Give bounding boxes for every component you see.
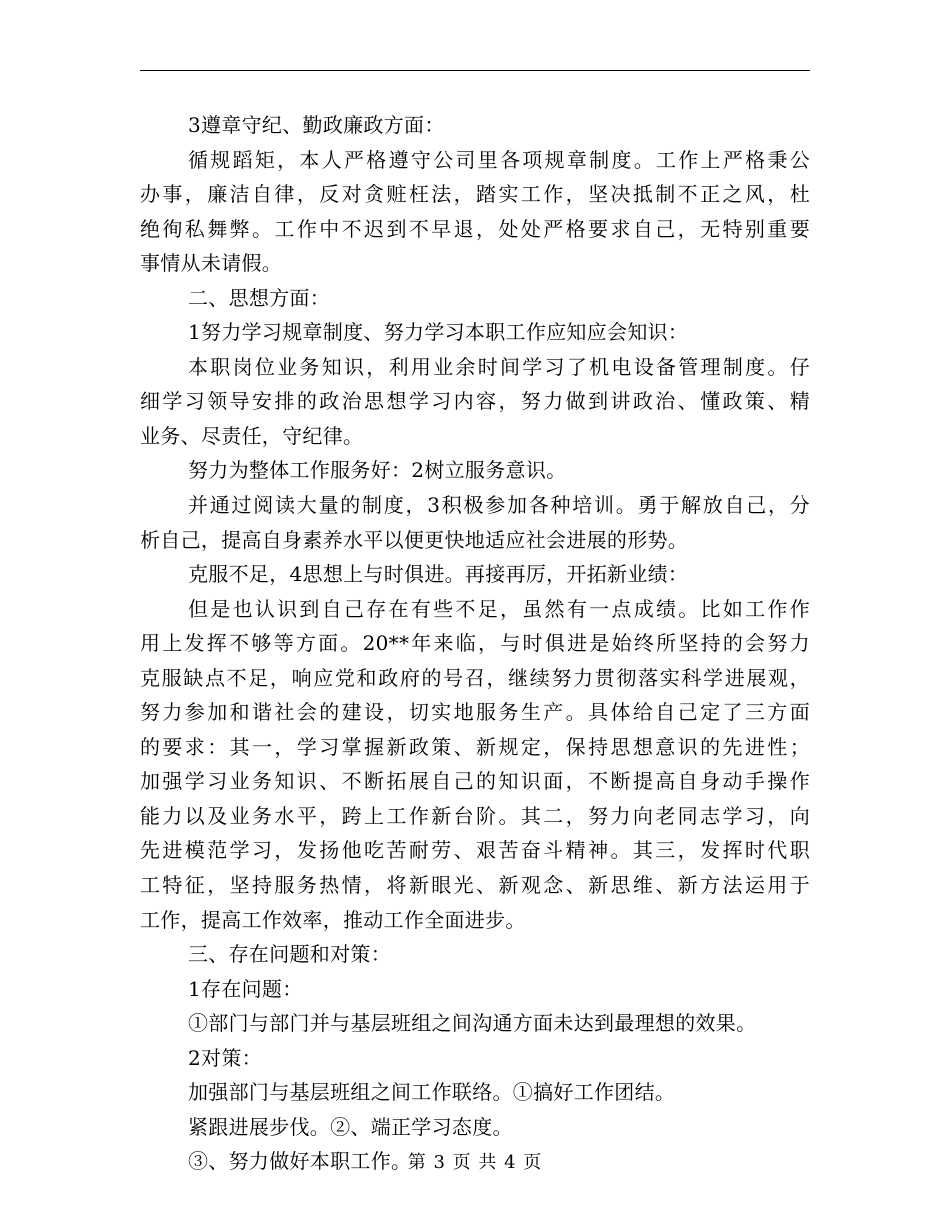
text-line: 紧跟进展步伐。②、端正学习态度。 bbox=[188, 1114, 513, 1139]
text-line: 绝徇私舞弊。工作中不迟到不早退，处处严格要求自己，无特别重要 bbox=[140, 216, 810, 241]
text-line: 加强部门与基层班组之间工作联络。①搞好工作团结。 bbox=[188, 1080, 676, 1105]
text-line: 1努力学习规章制度、努力学习本职工作应知应会知识： bbox=[188, 320, 689, 345]
text-line: 3遵章守纪、勤政廉政方面： bbox=[188, 113, 445, 137]
text-line: 并通过阅读大量的制度，3积极参加各种培训。勇于解放自己，分 bbox=[188, 493, 810, 518]
text-line: 三、存在问题和对策： bbox=[188, 942, 391, 967]
text-line: 办事，廉洁自律，反对贪赃枉法，踏实工作，坚决抵制不正之风，杜 bbox=[140, 182, 810, 207]
text-line: 2对策： bbox=[188, 1045, 262, 1070]
text-line: 细学习领导安排的政治思想学习内容，努力做到讲政治、懂政策、精 bbox=[140, 389, 810, 414]
text-line: 努力参加和谐社会的建设，切实地服务生产。具体给自己定了三方面 bbox=[140, 700, 810, 725]
text-line: 事情从未请假。 bbox=[140, 251, 283, 276]
text-line: 工特征，坚持服务热情，将新眼光、新观念、新思维、新方法运用于 bbox=[140, 873, 810, 898]
header-rule bbox=[140, 70, 810, 71]
document-body bbox=[140, 108, 810, 1179]
page-number-footer: 第 3 页 共 4 页 bbox=[407, 1152, 543, 1173]
text-line: 能力以及业务水平，跨上工作新台阶。其二，努力向老同志学习，向 bbox=[140, 803, 810, 828]
text-line: ③、努力做好本职工作。 bbox=[188, 1149, 412, 1174]
text-line: 努力为整体工作服务好：2树立服务意识。 bbox=[188, 458, 567, 483]
text-line: 克服缺点不足，响应党和政府的号召，继续努力贯彻落实科学进展观， bbox=[140, 665, 810, 690]
text-line: 业务、尽责任，守纪律。 bbox=[140, 423, 364, 448]
text-line: 的要求：其一，学习掌握新政策、新规定，保持思想意识的先进性； bbox=[140, 734, 810, 759]
text-line: 但是也认识到自己存在有些不足，虽然有一点成绩。比如工作作 bbox=[188, 596, 810, 621]
text-line: 1存在问题： bbox=[188, 976, 303, 1001]
text-line: 循规蹈矩，本人严格遵守公司里各项规章制度。工作上严格秉公 bbox=[188, 147, 810, 172]
text-line: 先进模范学习，发扬他吃苦耐劳、艰苦奋斗精神。其三，发挥时代职 bbox=[140, 838, 810, 863]
text-line: 工作，提高工作效率，推动工作全面进步。 bbox=[140, 907, 526, 932]
text-line: 本职岗位业务知识，利用业余时间学习了机电设备管理制度。仔 bbox=[188, 354, 810, 379]
text-line: 克服不足，4思想上与时俱进。再接再厉，开拓新业绩： bbox=[188, 562, 689, 587]
text-line: 析自己，提高自身素养水平以便更快地适应社会进展的形势。 bbox=[140, 527, 689, 552]
text-line: ①部门与部门并与基层班组之间沟通方面未达到最理想的效果。 bbox=[188, 1011, 757, 1036]
text-line: 用上发挥不够等方面。20**年来临，与时俱进是始终所坚持的会努力 bbox=[140, 631, 810, 656]
text-line: 二、思想方面： bbox=[188, 285, 331, 310]
text-line: 加强学习业务知识、不断拓展自己的知识面，不断提高自身动手操作 bbox=[140, 769, 810, 794]
